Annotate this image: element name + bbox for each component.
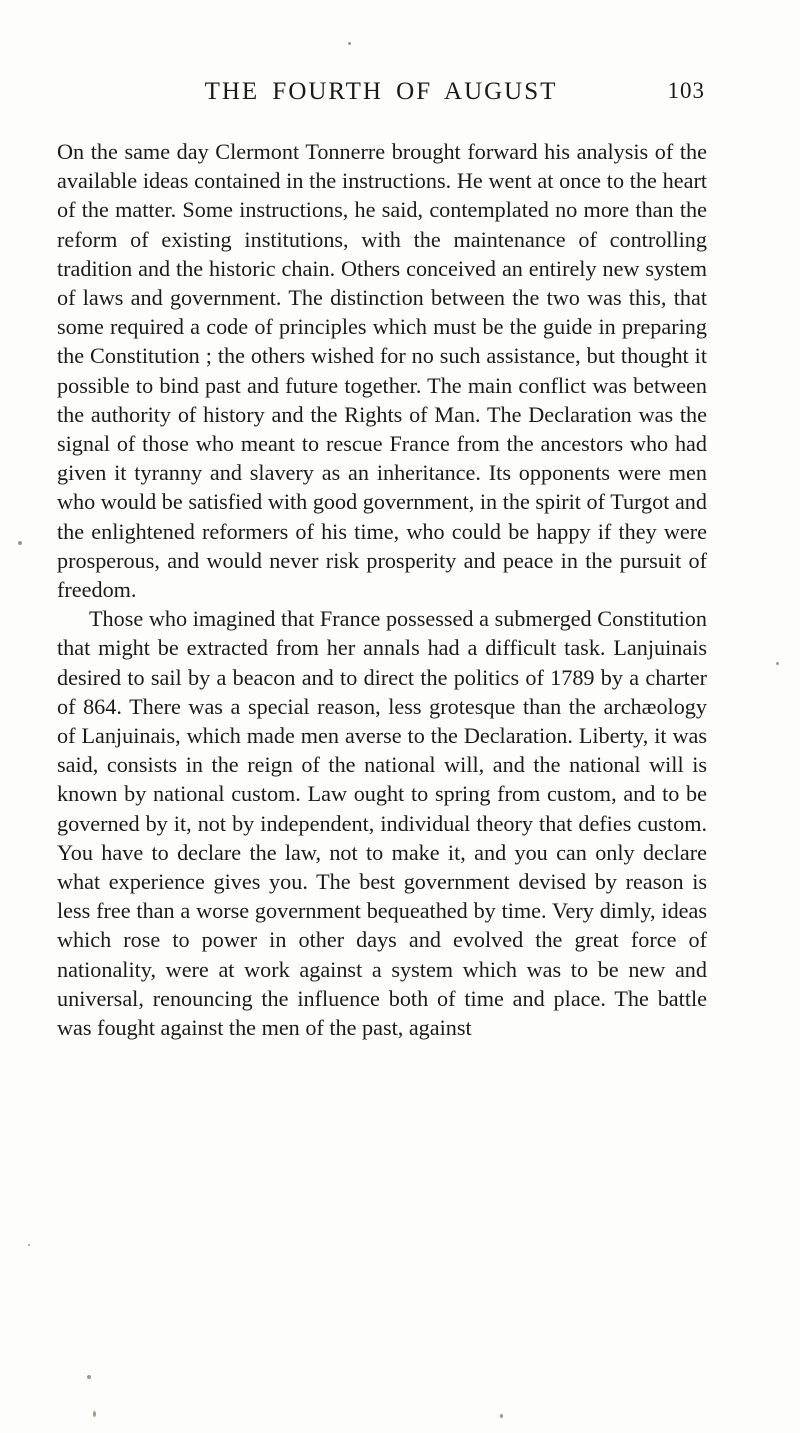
page-number: 103 bbox=[667, 78, 705, 103]
page-speckle bbox=[87, 1375, 91, 1379]
page-header bbox=[57, 78, 705, 106]
page-speckle bbox=[18, 541, 22, 545]
running-head: THE FOURTH OF AUGUST bbox=[204, 78, 558, 105]
body-text bbox=[57, 137, 707, 1042]
page-speckle bbox=[776, 662, 779, 665]
page-speckle bbox=[93, 1411, 96, 1417]
page-speckle bbox=[500, 1414, 503, 1418]
paragraph: On the same day Clermont Tonnerre brought forward his analysis of the available ideas contained in the instructions. He went at once to the heart of the matter. Some instructions, he said, contemplated no more than the reform of existing institutions, with the maintenance of controlling tradition and the historic chain. Others conceived an entirely new system of laws and government. The distinction between the two was this, that some required a code of principles which must be the guide in preparing the Constitution ; the others wished for no such assistance, but thought it possible to bind past and future together. The main conflict was between the authority of history and the Rights of Man. The Declaration was the signal of those who meant to rescue France from the ancestors who had given it tyranny and slavery as an inheritance. Its opponents were men who would be satisfied with good government, in the spirit of Turgot and the enlightened reformers of his time, who could be happy if they were prosperous, and would never risk prosperity and peace in the pursuit of freedom. bbox=[57, 139, 707, 603]
page-speckle bbox=[348, 42, 351, 45]
paragraph: Those who imagined that France possessed a submerged Constitution that might be extracted from her annals had a difficult task. Lanjuinais desired to sail by a beacon and to direct the politics of 1789 by a charter of 864. There was a special reason, less grotesque than the archæology of Lanjuinais, which made men averse to the Declaration. Liberty, it was said, consists in the reign of the national will, and the national will is known by national custom. Law ought to spring from custom, and to be governed by it, not by independent, individual theory that defies custom. You have to declare the law, not to make it, and you can only declare what experience gives you. The best government devised by reason is less free than a worse government bequeathed by time. Very dimly, ideas which rose to power in other days and evolved the great force of nationality, were at work against a system which was to be new and universal, renouncing the influence both of time and place. The battle was fought against the men of the past, against bbox=[57, 606, 707, 1041]
page-speckle bbox=[28, 1244, 30, 1246]
